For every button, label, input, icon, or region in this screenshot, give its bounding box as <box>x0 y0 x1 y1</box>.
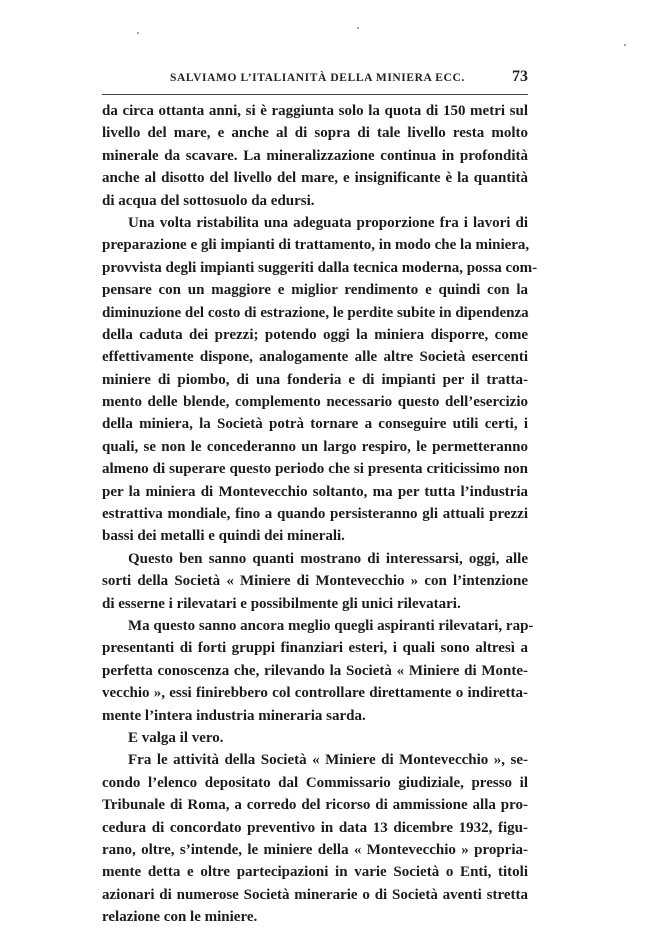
text-line: cedura di concordato preventivo in data 13 dicembre 1932, figu- <box>102 819 528 836</box>
text-line: livello del mare, e anche al di sopra di tale livello resta molto <box>102 125 528 142</box>
text-line: diminuzione del costo di estrazione, le perdite subite in dipendenza <box>102 304 529 321</box>
text-line: minerale da scavare. La mineralizzazione continua in profondità <box>102 147 528 164</box>
text-line: della caduta dei prezzi; potendo oggi la miniera disporre, come <box>102 326 528 343</box>
text-line: anche al disotto del livello del mare, e insignificante è la quantità <box>102 170 528 187</box>
text-line: Una volta ristabilita una adeguata proporzione fra i lavori di <box>128 214 528 231</box>
body-text <box>102 100 538 928</box>
text-line: rano, oltre, s’intende, le miniere della « Montevecchio » propria- <box>102 841 528 858</box>
text-line: Tribunale di Roma, a corredo del ricorso di ammissione alla pro- <box>102 797 528 814</box>
text-line: bassi dei metalli e quindi dei minerali. <box>102 528 345 545</box>
text-line: miniere di piombo, di una fonderia e di impianti per il tratta- <box>102 371 528 388</box>
text-line: relazione con le miniere. <box>102 909 258 926</box>
text-line: almeno di superare questo periodo che si presenta criticissimo non <box>102 461 528 478</box>
text-line: mente l’intera industria mineraria sarda. <box>102 707 366 724</box>
header-rule <box>102 94 528 95</box>
text-line: Ma questo sanno ancora meglio quegli aspiranti rilevatari, rap- <box>128 617 534 634</box>
text-line: E valga il vero. <box>128 729 224 746</box>
text-line: provvista degli impianti suggeriti dalla tecnica moderna, possa com- <box>102 259 538 276</box>
print-speck <box>137 32 139 34</box>
text-line: quali, se non le concederanno un largo respiro, le permetteranno <box>102 438 528 455</box>
text-line: presentanti di forti gruppi finanziari esteri, i quali sono altresì a <box>102 640 528 657</box>
text-line: per la miniera di Montevecchio soltanto, ma per tutta l’industria <box>102 483 528 500</box>
page-header <box>102 68 528 90</box>
print-speck <box>624 44 626 46</box>
text-line: effettivamente dispone, analogamente alle altre Società esercenti <box>102 349 528 366</box>
text-line: estrattiva mondiale, fino a quando persisteranno gli attuali prezzi <box>102 506 528 523</box>
text-line: mento delle blende, complemento necessario questo dell’esercizio <box>102 394 528 411</box>
running-title: SALVIAMO L’ITALIANITÀ DELLA MINIERA ECC. <box>170 72 465 84</box>
text-line: condo l’elenco depositato dal Commissario giudiziale, presso il <box>102 774 528 791</box>
text-line: della miniera, la Società potrà tornare a conseguire utili certi, i <box>102 416 528 433</box>
text-line: sorti della Società « Miniere di Montevecchio » con l’intenzione <box>102 573 528 590</box>
print-speck <box>357 27 359 29</box>
text-line: vecchio », essi finirebbero col controllare direttamente o indiretta- <box>102 685 528 702</box>
text-line: azionari di numerose Società minerarie o di Società aventi stretta <box>102 886 528 903</box>
text-line: perfetta conoscenza che, rilevando la Società « Miniere di Monte- <box>102 662 528 679</box>
text-line: Questo ben sanno quanti mostrano di interessarsi, oggi, alle <box>128 550 528 567</box>
text-line: Fra le attività della Società « Miniere di Montevecchio », se- <box>128 752 528 769</box>
text-line: di esserne i rilevatari e possibilmente gli unici rilevatari. <box>102 595 461 612</box>
text-line: di acqua del sottosuolo da edursi. <box>102 192 315 209</box>
text-line: preparazione e gli impianti di trattamento, in modo che la miniera, <box>102 237 530 254</box>
page-number: 73 <box>512 68 528 85</box>
text-line: da circa ottanta anni, si è raggiunta solo la quota di 150 metri sul <box>102 103 528 119</box>
text-line: pensare con un maggiore e miglior rendimento e quindi con la <box>102 282 528 299</box>
text-line: mente detta e oltre partecipazioni in varie Società o Enti, titoli <box>102 864 528 881</box>
